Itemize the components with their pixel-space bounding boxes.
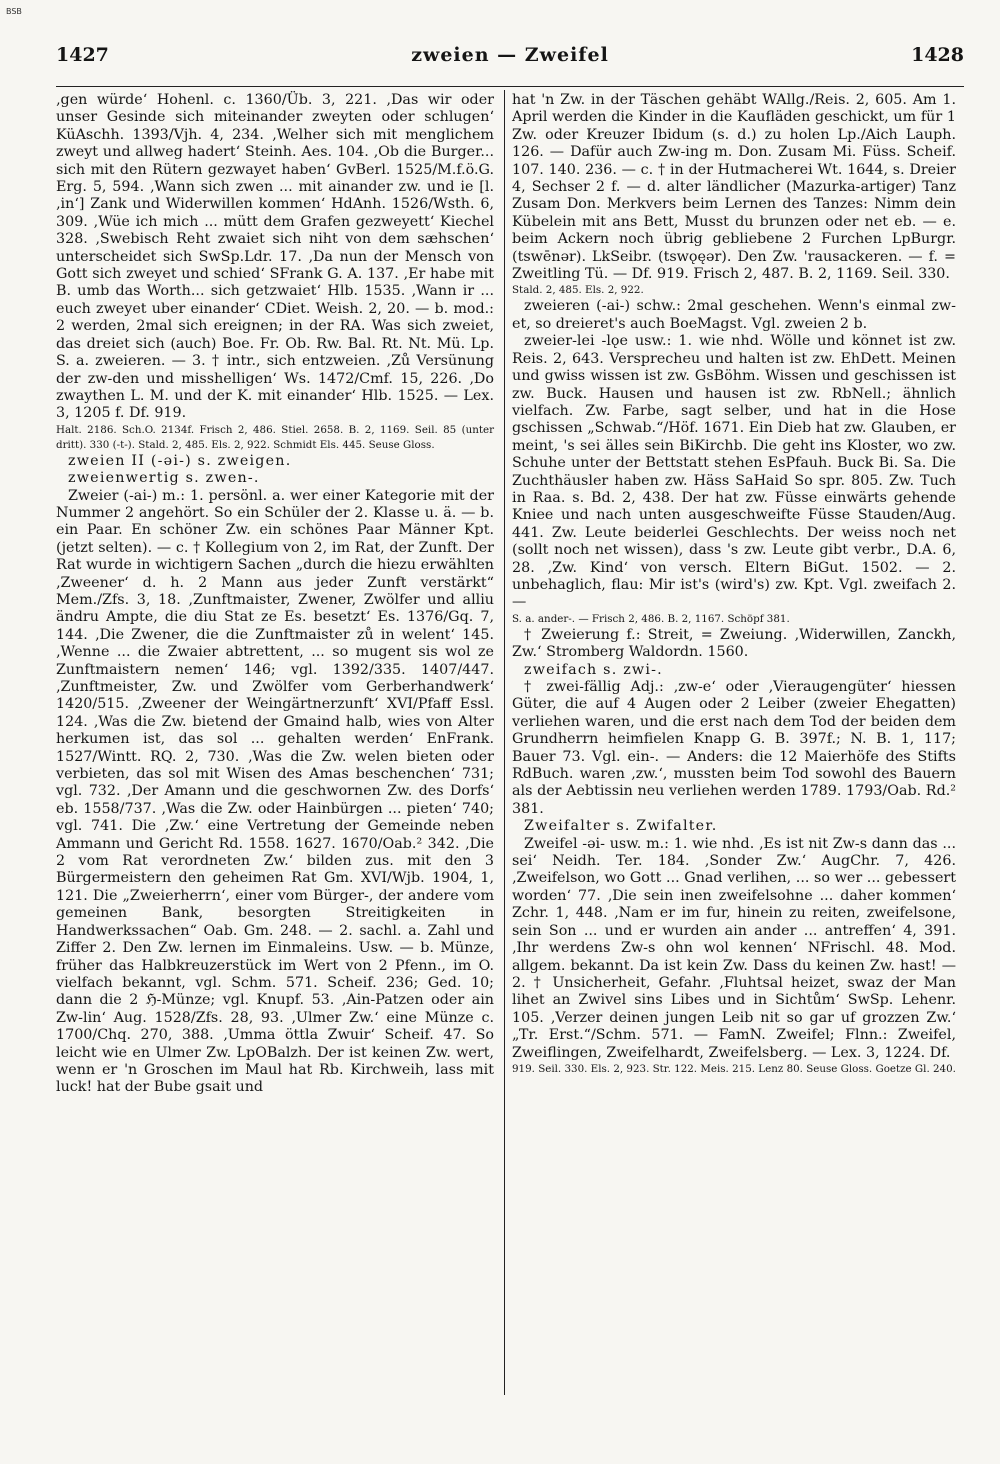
literature-note: Halt. 2186. Sch.O. 2134f. Frisch 2, 486. Stiel. 2658. B. 2, 1169. Seil. 85 (unter dritt). 330 (-t-). Stald. 2, 485. Els. 2, 922. Schmidt Els. 445. Seuse Gloss.: [56, 423, 494, 451]
dictionary-entry: zweieren (-ai-) schw.: 2mal geschehen. Wenn's einmal zw-et, so dreieret's auch BoeMagst. Vgl. zweien 2 b.: [512, 298, 956, 332]
cross-reference-entry: Zweifalter s. Zwifalter.: [524, 818, 718, 835]
page-number-right: 1428: [911, 44, 964, 66]
dictionary-entry: Zweier (-ai-) m.: 1. persönl. a. wer einer Kategorie mit der Nummer 2 angehört. So ein Schüler der 2. Klasse u. ä. — b. ein Paar. En schöner Zw. ein schönes Paar Männer Kpt. (jetzt selten). — c. † Kollegium von 2, im Rat, der Zunft. Der Rat wurde in wichtigern Sachen „durch die hiezu erwählten ‚Zweener‘ d. h. 2 Mann aus jeder Zunft verstärkt“ Mem./Zfs. 3, 18. ‚Zunftmaister, Zwener, Zwölfer und alliu ändru Ampte, die diu Stat ze Es. besetzt‘ Es. 1376/Gq. 7, 144. ‚Die Zwener, die die Zunftmaister zů in welent‘ 145. ‚Wenne ... die Zwaier abtrettent, ... so mugent sis wol ze Zunftmaistern nemen‘ 146; vgl. 1392/335. 1407/447. ‚Zunftmeister, Zw. und Zwölfer vom Gerberhandwerk‘ 1420/515. ‚Zweener der Weingärtnerzunft‘ XVI/Pfaff Essl. 124. ‚Was die Zw. bietend der Gmaind halb, wies von Alter herkumen ist, das sol ... gehalten werden‘ EnFrank. 1527/Wintt. RQ. 2, 730. ‚Was die Zw. welen bieten oder verbieten, das sol mit Wisen des Amas beschenchen‘ 731; vgl. 732. ‚Der Amann und die geschwornen Zw. des Dorfs‘ eb. 1558/737. ‚Was die Zw. oder Hainbürgen ... pieten‘ 740; vgl. 741. Die ‚Zw.‘ eine Vertretung der Gemeinde neben Ammann und Gericht Rd. 1558. 1627. 1670/Oab.² 342. ‚Die 2 vom Rat verordneten Zw.‘ bilden zus. mit den 3 Bürgermeistern den geheimen Rat Gm. XVI/Wjb. 1904, 1, 121. Die „Zweierherrn‘, einer vom Bürger-, der andere vom gemeinen Bank, besorgten Streitigkeiten in Handwerkssachen“ Oab. Gm. 248. — 2. sachl. a. Zahl und Ziffer 2. Den Zw. lernen im Einmaleins. Usw. — b. Münze, früher das Halbkreuzerstück im Wert von 2 Pfenn., im O. vielfach bekannt, vgl. Schm. 571. Scheif. 236; Ged. 10; dann die 2 ℌ-Münze; vgl. Knupf. 53. ‚Ain-Patzen oder ain Zw-lin‘ Aug. 1528/Zfs. 28, 93. ‚Ulmer Zw.‘ eine Münze c. 1700/Chq. 270, 388. ‚Umma öttla Zwuir‘ Scheif. 47. So leicht wie en Ulmer Zw. LpOBalzh. Der ist keinen Zw. wert, wenn er 'n Groschen im Maul hat Rb. Kirchweih, lass mit luck! hat der Bube gsait und: [56, 487, 494, 1096]
dictionary-entry: zweier-lei -lǫe usw.: 1. wie nhd. Wölle und könnet ist zw. Reis. 2, 643. Versprecheu und halten ist zw. EhDett. Meinen und gwiss wissen ist zw. GsBöhm. Wissen und geschissen ist zw. Buck. Hausen und hausen ist zw. RbNell.; ähnlich vielfach. Zw. Farbe, sagt selber, und hat in die Hose gschissen „Schwab.“/Höf. 1671. Ein Dieb hat zw. Glauben, er meint, 's sei älles sein BiKirchb. Die geht ins Kloster, wo zw. Schuhe unter der Bettstatt stehen EsPfauh. Buck Bi. Sa. Die Zuchthäusler haben zw. Häss SaHaid So spr. 805. Zw. Tuch in Raa. s. Bd. 2, 438. Der hat zw. Füsse einwärts gehende Kniee und nach unten ausgeschweifte Füsse Stauden/Aug. 441. Zw. Leute beiderlei Geschlechts. Der weiss noch net (sollt noch net wissen), dass 's zw. Leute gibt verbr., D.A. 6, 28. ‚Zw. Kind‘ von versch. Eltern BiGut. 1502. — 2. unbehaglich, flau: Mir ist's (wird's) zw. Kpt. Vgl. zweifach 2. —: [512, 333, 956, 611]
cross-reference-entry: zweienwertig s. zwen-.: [68, 470, 260, 487]
left-column: [56, 92, 494, 1097]
library-stamp: BSB: [6, 7, 22, 16]
literature-note: S. a. ander-. — Frisch 2, 486. B. 2, 1167. Schöpf 381.: [512, 612, 790, 625]
header-rule: [56, 86, 964, 87]
cross-reference-entry: zweifach s. zwi-.: [524, 661, 663, 678]
page-header: [56, 44, 964, 74]
literature-note: Stald. 2, 485. Els. 2, 922.: [512, 284, 644, 297]
page-number-left: 1427: [56, 44, 109, 66]
dictionary-entry: ‚gen würde‘ Hohenl. c. 1360/Üb. 3, 221. ‚Das wir oder unser Gesinde sich miteinander zweyten oder schlugen‘ KüAschh. 1393/Vjh. 4, 234. ‚Welher sich mit menglichem zweyt und allweg hadert‘ Steinh. Aes. 104. ‚Ob die Burger... sich mit den Rütern gezwayet haben‘ GvBerl. 1525/M.f.ö.G. Erg. 5, 594. ‚Wann sich zwen ... mit ainander zw. und ie [l. ‚in‘] Zank und Widerwillen kommen‘ HdAnh. 1526/Wsth. 6, 309. ‚Wüe ich mich ... mütt dem Grafen gezweyett‘ Kiechel 328. ‚Swebisch Reht zwaiet sich niht von dem sæhschen‘ unterscheidet sich SwSp.Ldr. 17. ‚Da nun der Mensch von Gott sich zweyet und schied‘ SFrank G. A. 137. ‚Er habe mit B. umb das Worth... sich getzwaiet‘ Hlb. 1535. ‚Wann ir ... euch zweyet uber einander‘ CDiet. Weish. 2, 20. — b. mod.: 2 werden, 2mal sich ereignen; in der RA. Was sich zweiet, das dreiet sich (auch) Boe. Fr. Ob. Rw. Bal. Rt. Nt. Mü. Lp. S. a. zweieren. — 3. † intr., sich entzweien. ‚Zů Versünung der zw-den und misshelligen‘ Ws. 1472/Cmf. 15, 226. ‚Do zwaythen L. M. und der K. mit einander‘ Hlb. 1525. — Lex. 3, 1205 f. Df. 919.: [56, 92, 494, 422]
dictionary-entry: † Zweierung f.: Streit, = Zweiung. ‚Widerwillen, Zanckh, Zw.‘ Stromberg Waldordn. 1560.: [512, 626, 956, 661]
literature-note: 919. Seil. 330. Els. 2, 923. Str. 122. Meis. 215. Lenz 80. Seuse Gloss. Goetze Gl. 240.: [512, 1062, 956, 1075]
dictionary-entry: hat 'n Zw. in der Täschen gehäbt WAllg./Reis. 2, 605. Am 1. April werden die Kinder in die Kaufläden geschickt, um für 1 Zw. oder Kreuzer Ibidum (s. d.) zu holen Lp./Aich Lauph. 126. — Dafür auch Zw-ing m. Don. Zusam Mi. Füss. Scheif. 107. 140. 236. — c. † in der Hutmacherei Wt. 1644, s. Dreier 4, Sechser 2 f. — d. alter ländlicher (Mazurka-artiger) Tanz Zusam Don. Merkvers beim Lernen des Tanzes: Nimm dein Kübelein mit ans Bett, Musst du brunzen oder net eb. — e. beim Ackern noch übrig gebliebene 2 Furchen LpBurgr. (tswēnər). LkSeibr. (tswǫęər). Den Zw. 'rausackeren. — f. = Zweitling Tü. — Df. 919. Frisch 2, 487. B. 2, 1169. Seil. 330.: [512, 92, 956, 283]
cross-reference-entry: zweien II (-əi-) s. zweigen.: [68, 452, 292, 469]
column-divider: [504, 90, 505, 1395]
dictionary-entry: † zwei-fällig Adj.: ‚zw-e‘ oder ‚Vieraugengüter‘ hiessen Güter, die auf 4 Augen oder 2 Leiber (zweier Ehegatten) verliehen waren, und die erst nach dem Tod der beiden dem Grundherrn heimfielen Knapp G. B. 397f.; N. B. 1, 117; Bauer 73. Vgl. ein-. — Anders: die 12 Maierhöfe des Stifts RdBuch. waren ‚zw.‘, mussten beim Tod sowohl des Bauern als der Aebtissin neu verliehen werden 1789. 1793/Oab. Rd.² 381.: [512, 679, 956, 817]
dictionary-entry: Zweifel -əi- usw. m.: 1. wie nhd. ‚Es ist nit Zw-s dann das ... sei‘ Neidh. Ter. 184. ‚Sonder Zw.‘ AugChr. 7, 426. ‚Zweifelson, wo Gott ... Gnad verlihen, ... so wer ... gebessert worden‘ 77. ‚Die sein inen zweifelsohne ... daher kommen‘ Zchr. 1, 448. ‚Nam er im fur, hinein zu reiten, zweifelsone, sein Son ... und er wurden ain ander ... antreffen‘ 4, 391. ‚Ihr werdens Zw-s ohn wol kennen‘ NFrischl. 48. Mod. allgem. bekannt. Da ist kein Zw. Dass du keinen Zw. hast! — 2. † Unsicherheit, Gefahr. ‚Fluhtsal heizet, swaz der Man lihet an Zwivel sins Libes und in Sichtům‘ SwSp. Lehenr. 105. ‚Verzer deinen jungen Leib nit so gar uf grozzen Zw.‘ „Tr. Erst.“/Schm. 571. — FamN. Zweifel; Flnn.: Zweifel, Zweiflingen, Zweifelhardt, Zweifelsberg. — Lex. 3, 1224. Df.: [512, 835, 956, 1061]
running-title: zweien — Zweifel: [411, 44, 609, 66]
right-column: [512, 92, 956, 1077]
